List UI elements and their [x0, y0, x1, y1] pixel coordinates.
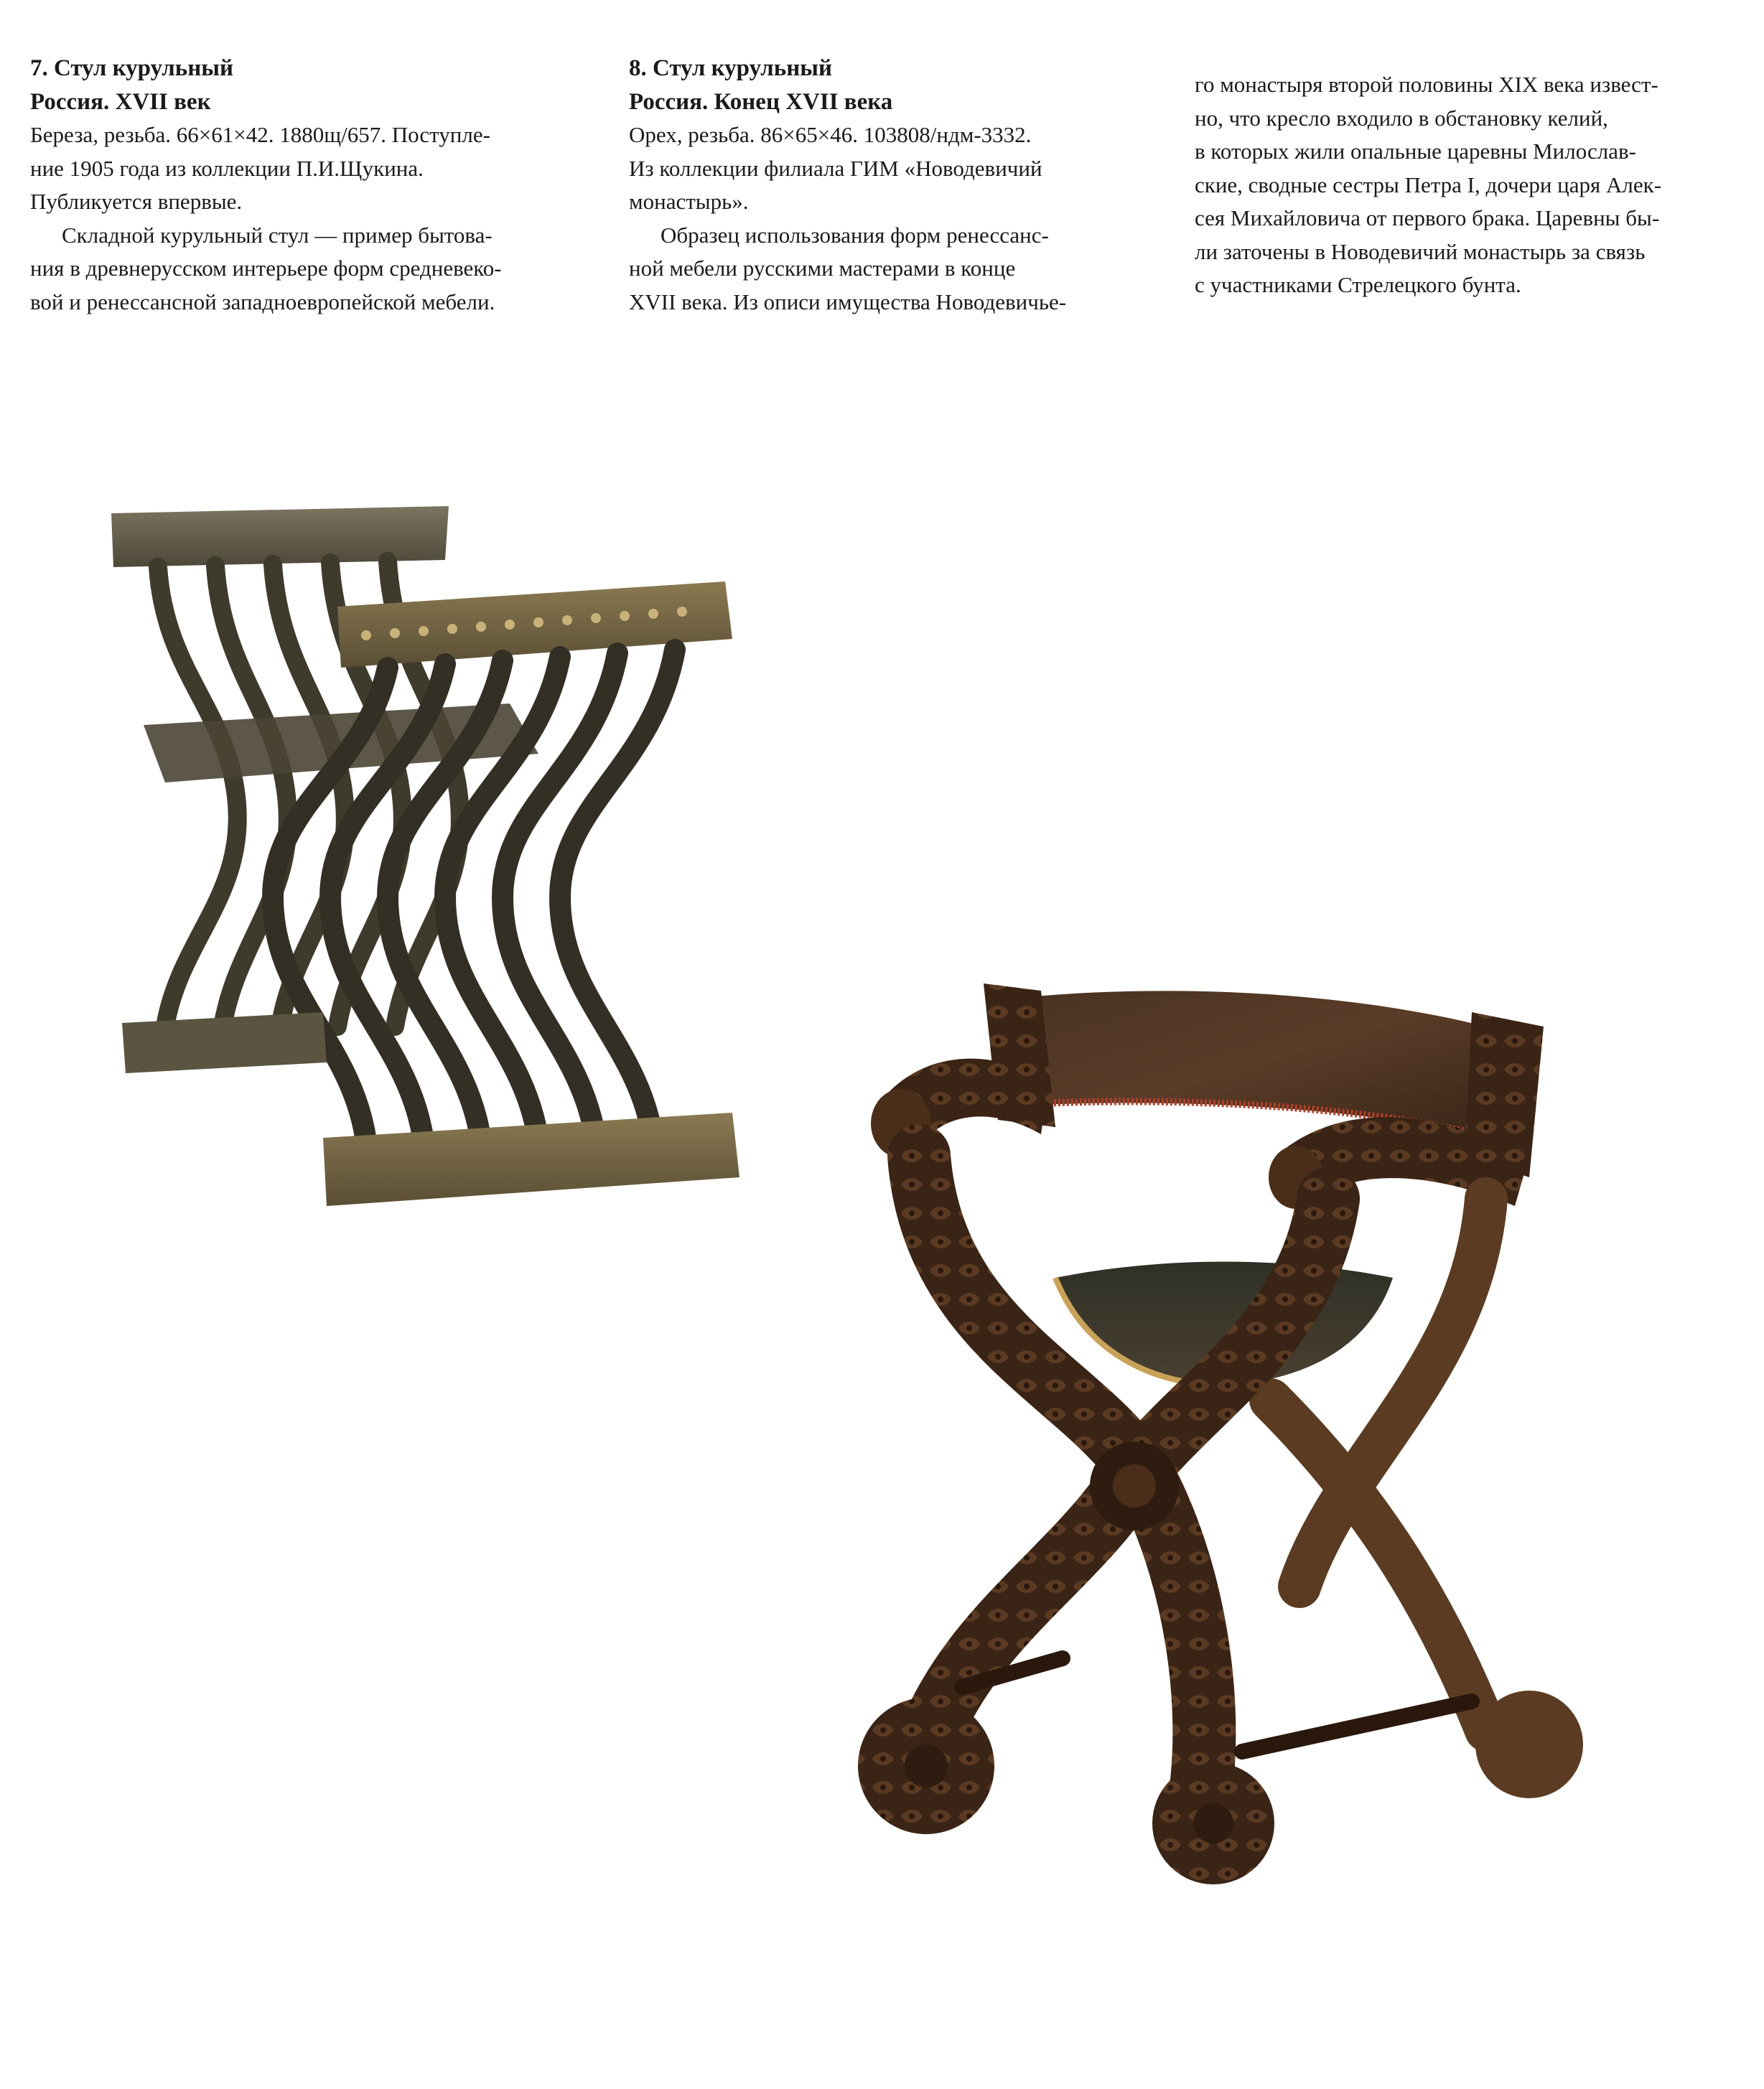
- continuation-line: го монастыря второй половины XIX века извест-: [1195, 72, 1658, 97]
- entry-meta-line: Из коллекции филиала ГИМ «Новодевичий: [629, 155, 1042, 181]
- entry-body-line: ной мебели русскими мастерами в конце: [629, 256, 1016, 281]
- entry-body-line: Образец использования форм ренессанс-: [661, 222, 1049, 248]
- caption-entry-7: [30, 52, 554, 319]
- curule-stool-illustration: [108, 495, 754, 1285]
- entry-meta-line: Орех, резьба. 86×65×46. 103808/ндм-3332.: [629, 122, 1032, 147]
- continuation-line: ли заточены в Новодевичий монастырь за связь: [1195, 238, 1646, 264]
- entry-meta-line: Береза, резьба. 66×61×42. 1880щ/657. Поступле-: [30, 122, 490, 147]
- entry-origin: Россия. Конец XVII века: [629, 88, 893, 115]
- entry-title: 8. Стул курульный: [629, 55, 833, 81]
- stool-front-base: [323, 1113, 739, 1206]
- stool-back-rail: [111, 506, 449, 567]
- entry-meta-line: монастырь».: [629, 189, 749, 214]
- photo-curule-armchair: [840, 940, 1694, 1902]
- caption-continuation: [1195, 68, 1733, 302]
- entry-body-line: вой и ренессансной западноевропейской мебели.: [30, 289, 495, 314]
- armchair-back-leather: [1019, 991, 1486, 1134]
- stool-back-base: [122, 1012, 327, 1073]
- caption-entry-8: [629, 52, 1146, 319]
- continuation-line: ские, сводные сестры Петра I, дочери царя Алек-: [1195, 172, 1662, 197]
- continuation-line: с участниками Стрелецкого бунта.: [1195, 272, 1521, 297]
- continuation-line: но, что кресло входило в обстановку келий,: [1195, 105, 1608, 131]
- curule-armchair-illustration: [840, 940, 1694, 1902]
- continuation-line: сея Михайловича от первого брака. Царевны бы-: [1195, 205, 1660, 230]
- entry-origin: Россия. XVII век: [30, 88, 211, 115]
- entry-body-line: Складной курульный стул — пример бытова-: [62, 222, 493, 248]
- entry-title: 7. Стул курульный: [30, 55, 234, 81]
- entry-body-line: ния в древнерусском интерьере форм средневеко-: [30, 256, 502, 281]
- entry-meta-line: Публикуется впервые.: [30, 189, 243, 214]
- photo-curule-stool: [108, 495, 754, 1285]
- entry-body-line: XVII века. Из описи имущества Новодевичье-: [629, 289, 1067, 314]
- continuation-line: в которых жили опальные царевны Милослав-: [1195, 139, 1636, 164]
- entry-meta-line: ние 1905 года из коллекции П.И.Щукина.: [30, 155, 424, 181]
- armchair-foot-right: [1475, 1691, 1583, 1798]
